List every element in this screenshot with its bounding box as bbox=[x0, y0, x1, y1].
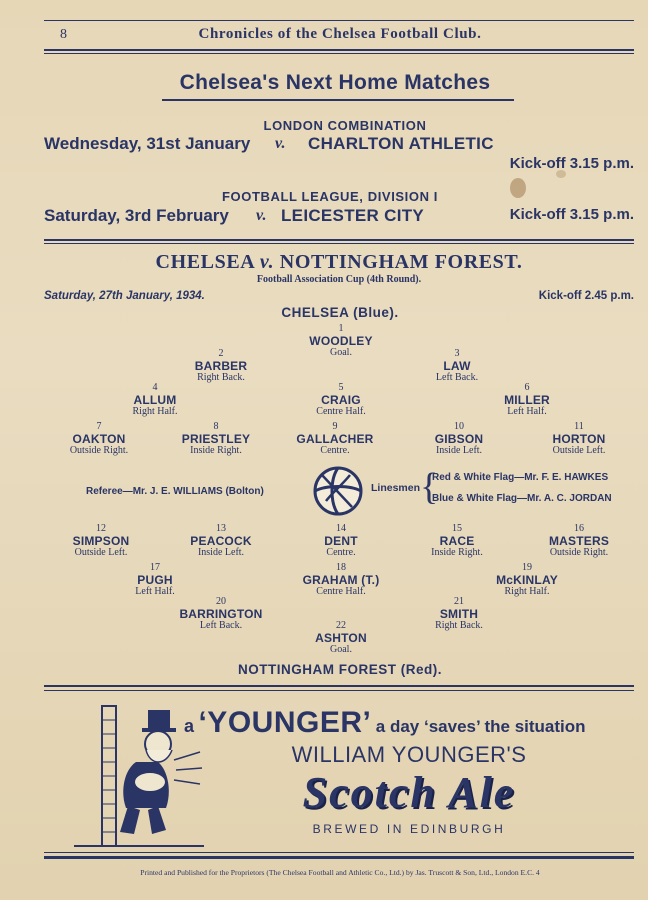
player-position: Outside Left. bbox=[74, 547, 128, 558]
match-date: Saturday, 27th January, 1934. bbox=[44, 290, 205, 302]
player-name: ASHTON bbox=[315, 631, 367, 645]
player-number: 2 bbox=[218, 348, 224, 359]
player-number: 22 bbox=[336, 620, 346, 631]
player-name: ALLUM bbox=[133, 393, 177, 407]
player-name: PEACOCK bbox=[190, 534, 252, 548]
player-number: 3 bbox=[454, 348, 460, 359]
player-name: BARRINGTON bbox=[179, 607, 263, 621]
player-number: 17 bbox=[150, 562, 160, 573]
fixture-2-date: Saturday, 3rd February bbox=[44, 206, 229, 225]
linesmen-brace: { bbox=[420, 466, 439, 508]
player-position: Inside Right. bbox=[190, 445, 242, 456]
player-number: 16 bbox=[574, 523, 584, 534]
home-team-heading: CHELSEA (Blue). bbox=[281, 305, 399, 320]
player-card bbox=[509, 421, 648, 457]
player-name: MASTERS bbox=[548, 534, 610, 548]
player-card bbox=[31, 523, 171, 559]
player-position: Centre Half. bbox=[316, 586, 366, 597]
player-name: OAKTON bbox=[72, 432, 126, 446]
player-name: LAW bbox=[443, 359, 471, 373]
player-name: MILLER bbox=[504, 393, 550, 407]
player-position: Right Back. bbox=[435, 620, 483, 631]
player-card bbox=[85, 562, 225, 598]
player-name: GIBSON bbox=[434, 432, 484, 446]
player-number: 5 bbox=[338, 382, 344, 393]
player-number: 13 bbox=[216, 523, 226, 534]
header-top-rule bbox=[44, 20, 634, 21]
player-card bbox=[387, 523, 527, 559]
fixture-1-kickoff: Kick-off 3.15 p.m. bbox=[509, 155, 634, 172]
player-card bbox=[265, 421, 405, 457]
player-number: 1 bbox=[338, 323, 344, 334]
advert-rule-thin bbox=[44, 690, 634, 691]
player-name: SMITH bbox=[439, 607, 479, 621]
player-number: 12 bbox=[96, 523, 106, 534]
player-card bbox=[271, 562, 411, 598]
player-card bbox=[85, 382, 225, 418]
player-name: PRIESTLEY bbox=[181, 432, 251, 446]
player-name: CRAIG bbox=[321, 393, 361, 407]
advert-slogan-rest: a day ‘saves’ the situation bbox=[375, 717, 586, 736]
advert-product: Scotch Ale bbox=[302, 768, 516, 817]
player-position: Inside Right. bbox=[431, 547, 483, 558]
player-number: 6 bbox=[524, 382, 530, 393]
player-card bbox=[271, 620, 411, 656]
player-position: Right Half. bbox=[132, 406, 178, 417]
player-number: 8 bbox=[213, 421, 219, 432]
gentleman-illustration-icon bbox=[54, 700, 204, 848]
section-rule-thin bbox=[44, 243, 634, 244]
player-card bbox=[151, 596, 291, 632]
advert-slogan bbox=[184, 706, 586, 740]
player-position: Outside Left. bbox=[552, 445, 606, 456]
match-subtitle: Football Association Cup (4th Round). bbox=[256, 274, 422, 285]
player-name: SIMPSON bbox=[72, 534, 130, 548]
player-number: 7 bbox=[96, 421, 102, 432]
player-position: Centre. bbox=[326, 547, 356, 558]
player-position: Left Half. bbox=[135, 586, 175, 597]
header-rule-thin bbox=[44, 53, 634, 54]
fixture-2-competition: FOOTBALL LEAGUE, DIVISION I bbox=[221, 189, 439, 204]
player-position: Outside Right. bbox=[549, 547, 609, 558]
player-name: BARBER bbox=[194, 359, 248, 373]
player-position: Outside Right. bbox=[69, 445, 129, 456]
player-number: 9 bbox=[332, 421, 338, 432]
referee: Referee—Mr. J. E. WILLIAMS (Bolton) bbox=[86, 486, 264, 497]
player-name: HORTON bbox=[552, 432, 606, 446]
match-kickoff: Kick-off 2.45 p.m. bbox=[538, 290, 634, 302]
player-position: Centre. bbox=[320, 445, 350, 456]
player-card bbox=[457, 382, 597, 418]
page-number: 8 bbox=[60, 27, 67, 42]
match-title-away: NOTTINGHAM FOREST. bbox=[279, 251, 523, 273]
fixture-1-vs: v. bbox=[275, 135, 286, 152]
player-card bbox=[387, 348, 527, 384]
fixture-1-date: Wednesday, 31st January bbox=[44, 134, 251, 153]
player-position: Inside Left. bbox=[197, 547, 245, 558]
advert bbox=[44, 700, 634, 850]
player-card bbox=[389, 421, 529, 457]
stain bbox=[510, 178, 526, 198]
player-position: Left Half. bbox=[507, 406, 547, 417]
match-title bbox=[44, 251, 634, 274]
player-position: Left Back. bbox=[199, 620, 243, 631]
player-card bbox=[151, 523, 291, 559]
player-position: Right Half. bbox=[504, 586, 550, 597]
section-rule bbox=[44, 239, 634, 241]
next-matches-heading: Chelsea's Next Home Matches bbox=[179, 71, 491, 94]
player-number: 19 bbox=[522, 562, 532, 573]
player-name: RACE bbox=[439, 534, 475, 548]
player-number: 11 bbox=[574, 421, 584, 432]
player-name: GRAHAM (T.) bbox=[302, 573, 380, 587]
fixture-2-kickoff: Kick-off 3.15 p.m. bbox=[509, 206, 634, 223]
player-number: 18 bbox=[336, 562, 346, 573]
advert-maker: WILLIAM YOUNGER'S bbox=[291, 742, 527, 767]
fixture-2-vs: v. bbox=[256, 207, 267, 224]
advert-brand: ‘YOUNGER’ bbox=[198, 706, 372, 739]
player-number: 20 bbox=[216, 596, 226, 607]
advert-rule bbox=[44, 685, 634, 687]
player-position: Inside Left. bbox=[435, 445, 483, 456]
player-number: 4 bbox=[152, 382, 158, 393]
football-icon bbox=[312, 465, 364, 517]
footer-imprint: Printed and Published for the Proprietors (The Chelsea Football and Athletic Co., Ltd.) by Jas. Truscott & Son, Ltd., London E.C. 4 bbox=[140, 868, 540, 877]
fixture-1-competition: LONDON COMBINATION bbox=[263, 118, 427, 133]
linesmen-label: Linesmen bbox=[371, 482, 421, 494]
player-name: McKINLAY bbox=[496, 573, 558, 587]
player-card bbox=[509, 523, 648, 559]
player-name: PUGH bbox=[137, 573, 173, 587]
player-position: Left Back. bbox=[435, 372, 479, 383]
footer-rule-thin bbox=[44, 852, 634, 853]
away-team-heading: NOTTINGHAM FOREST (Red). bbox=[238, 662, 442, 677]
player-number: 15 bbox=[452, 523, 462, 534]
player-position: Right Back. bbox=[197, 372, 245, 383]
player-number: 14 bbox=[336, 523, 346, 534]
player-number: 21 bbox=[454, 596, 464, 607]
player-card bbox=[271, 382, 411, 418]
fixture-1-opponent: CHARLTON ATHLETIC bbox=[308, 134, 494, 153]
linesman-1: Red & White Flag—Mr. F. E. HAWKES bbox=[432, 472, 609, 483]
player-name: GALLACHER bbox=[296, 432, 374, 446]
fixture-2-opponent: LEICESTER CITY bbox=[281, 206, 425, 225]
player-position: Centre Half. bbox=[316, 406, 366, 417]
player-number: 10 bbox=[454, 421, 464, 432]
player-position: Goal. bbox=[330, 347, 352, 358]
linesman-2: Blue & White Flag—Mr. A. C. JORDAN bbox=[432, 493, 612, 504]
player-card bbox=[151, 348, 291, 384]
match-title-v: v. bbox=[259, 251, 275, 273]
player-name: DENT bbox=[324, 534, 358, 548]
advert-slogan-a: a bbox=[184, 716, 195, 736]
player-position: Goal. bbox=[330, 644, 352, 655]
header-rule bbox=[44, 49, 634, 51]
running-title: Chronicles of the Chelsea Football Club. bbox=[198, 26, 482, 42]
player-card bbox=[457, 562, 597, 598]
advert-brewed: BREWED IN EDINBURGH bbox=[312, 822, 506, 836]
player-name: WOODLEY bbox=[309, 334, 373, 348]
match-title-home: CHELSEA bbox=[155, 251, 255, 273]
footer-rule bbox=[44, 856, 634, 859]
heading-underline bbox=[162, 99, 514, 101]
